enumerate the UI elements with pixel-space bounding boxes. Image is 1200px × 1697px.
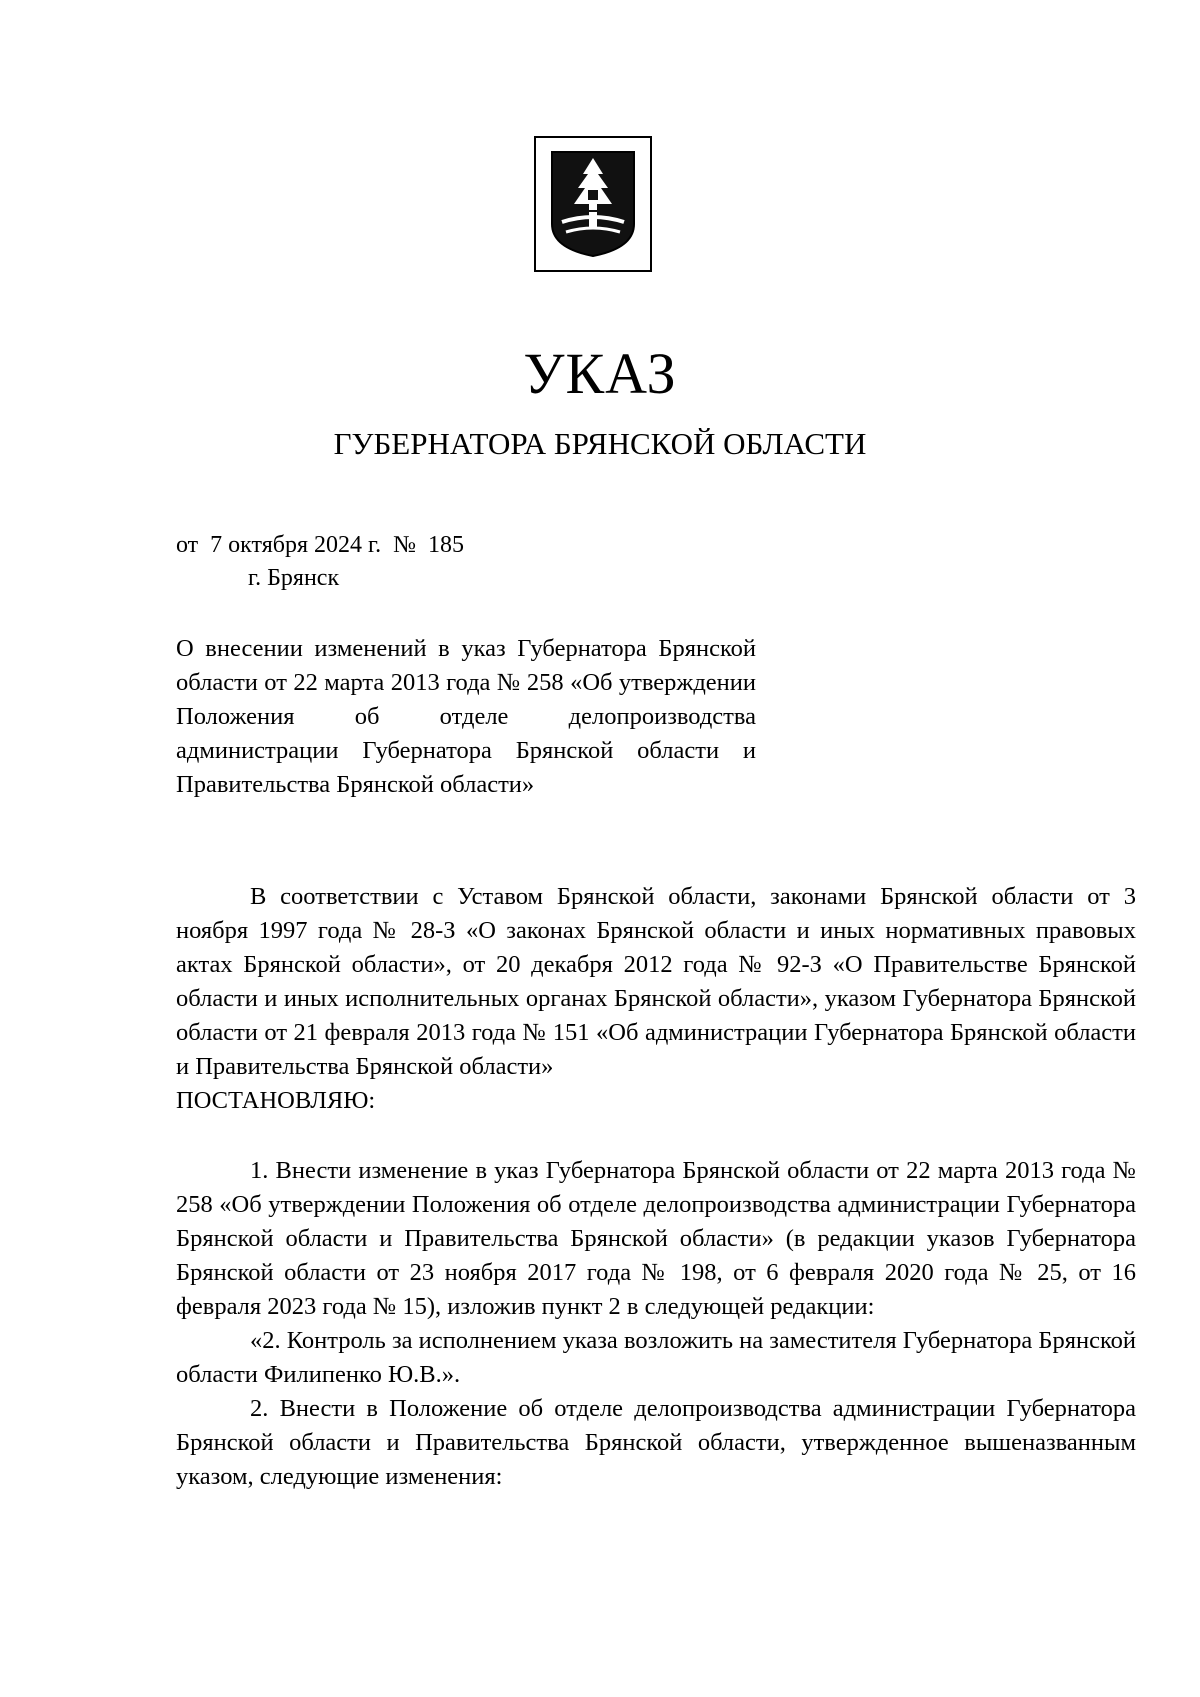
coat-of-arms-emblem <box>534 136 652 272</box>
document-title: УКАЗ <box>523 341 677 406</box>
city: г. Брянск <box>248 565 340 591</box>
point-1-quote: «2. Контроль за исполнением указа возложить на заместителя Губернатора Брянской области Филипенко Ю.В.». <box>176 1327 1136 1388</box>
coat-of-arms-icon <box>548 148 638 260</box>
subject-heading: О внесении изменений в указ Губернатора Брянской области от 22 марта 2013 года № 258 «Об утверждении Положения об отделе делопроизводства администрации Губернатора Брянской области и Правительства Брянской области» <box>176 635 756 798</box>
point-1: 1. Внести изменение в указ Губернатора Брянской области от 22 марта 2013 года № 258 «Об утверждении Положения об отделе делопроизводства администрации Губернатора Брянской области и Правительства Брянской области» (в редакции указов Губернатора Брянской области от 23 ноября 2017 года № 198, от 6 февраля 2020 года № 25, от 16 февраля 2023 года № 15), изложив пункт 2 в следующей редакции: <box>176 1157 1136 1320</box>
document-body <box>176 880 1136 1494</box>
document-subtitle: ГУБЕРНАТОРА БРЯНСКОЙ ОБЛАСТИ <box>333 426 867 461</box>
decree-word: ПОСТАНОВЛЯЮ: <box>176 1087 376 1114</box>
date-and-number: от 7 октября 2024 г. № 185 <box>176 532 465 558</box>
point-2: 2. Внести в Положение об отделе делопроизводства администрации Губернатора Брянской области и Правительства Брянской области, утвержденное вышеназванным указом, следующие изменения: <box>176 1395 1136 1490</box>
preamble-paragraph: В соответствии с Уставом Брянской области, законами Брянской области от 3 ноября 1997 года № 28-З «О законах Брянской области и иных нормативных правовых актах Брянской области», от 20 декабря 2012 года № 92-З «О Правительстве Брянской области и иных исполнительных органах Брянской области», указом Губернатора Брянской области от 21 февраля 2013 года № 151 «Об администрации Губернатора Брянской области и Правительства Брянской области» <box>176 883 1136 1080</box>
